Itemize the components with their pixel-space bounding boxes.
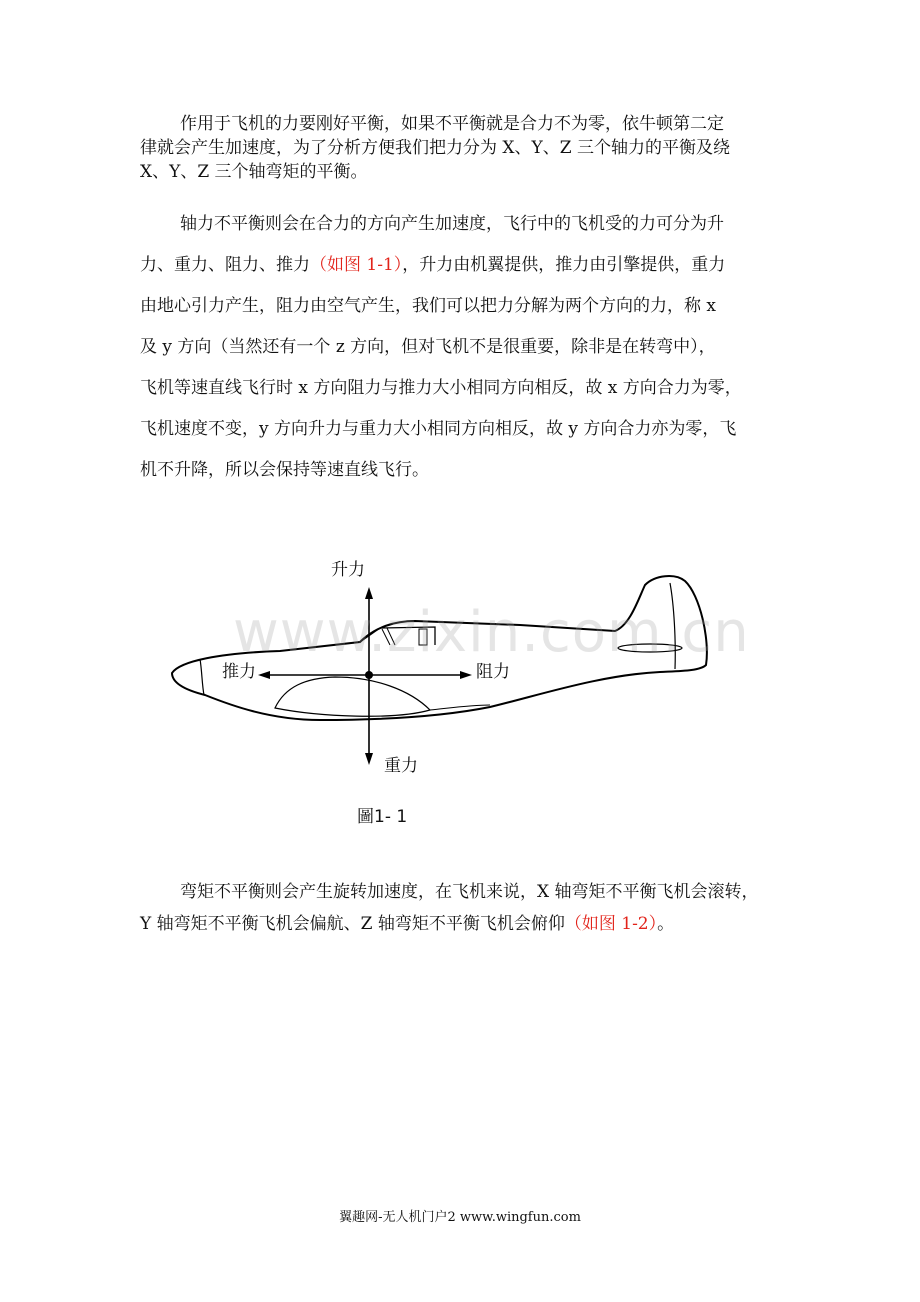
text-run: Y 轴弯矩不平衡飞机会偏航、Z 轴弯矩不平衡飞机会俯仰 xyxy=(140,914,565,934)
nose-panel-line xyxy=(200,659,204,695)
page-footer: 翼趣网-无人机门户2 www.wingfun.com xyxy=(339,1210,581,1225)
gravity-label: 重力 xyxy=(384,756,418,776)
paragraph-line: 飞机速度不变，y 方向升力与重力大小相同方向相反，故 y 方向合力亦为零，飞 xyxy=(140,419,737,439)
thrust-arrowhead xyxy=(258,671,270,679)
center-of-gravity xyxy=(365,671,373,679)
paragraph-line: 机不升降，所以会保持等速直线飞行。 xyxy=(140,460,429,480)
text-run: ，升力由机翼提供，推力由引擎提供，重力 xyxy=(402,255,726,275)
thrust-label: 推力 xyxy=(222,662,256,682)
paragraph-line: 由地心引力产生，阻力由空气产生，我们可以把力分解为两个方向的力，称 x xyxy=(140,296,716,316)
paragraph-line: 作用于飞机的力要刚好平衡，如果不平衡就是合力不为零，依牛顿第二定 xyxy=(180,114,724,134)
paragraph-line: 弯矩不平衡则会产生旋转加速度，在飞机来说，X 轴弯矩不平衡飞机会滚转， xyxy=(180,882,759,902)
lift-label: 升力 xyxy=(331,560,365,580)
paragraph-moment-balance xyxy=(140,876,780,940)
paragraph-force-balance xyxy=(140,112,780,184)
paragraph-axial-force xyxy=(140,204,780,491)
paragraph-line xyxy=(140,908,780,940)
drag-arrowhead xyxy=(460,671,472,679)
paragraph-line: 飞机等速直线飞行时 x 方向阻力与推力大小相同方向相反，故 x 方向合力为零， xyxy=(140,378,742,398)
figure-reference: （如图 1-2） xyxy=(564,914,658,934)
wing xyxy=(275,677,430,716)
drag-label: 阻力 xyxy=(476,662,510,682)
lift-arrowhead xyxy=(365,587,373,599)
text-run: 力、重力、阻力、推力 xyxy=(140,255,310,275)
paragraph-line: 律就会产生加速度，为了分析方便我们把力分为 X、Y、Z 三个轴力的平衡及绕 xyxy=(140,138,730,158)
figure-reference: （如图 1-1） xyxy=(310,255,403,275)
text-run: 。 xyxy=(657,914,675,934)
gravity-arrowhead xyxy=(365,753,373,765)
paragraph-line xyxy=(140,245,780,286)
paragraph-line: X、Y、Z 三个轴弯矩的平衡。 xyxy=(140,162,368,182)
watermark: www.zixin.com.cn xyxy=(233,600,750,665)
paragraph-line: 轴力不平衡则会在合力的方向产生加速度，飞行中的飞机受的力可分为升 xyxy=(180,214,724,234)
paragraph-line: 及 y 方向（当然还有一个 z 方向，但对飞机不是很重要，除非是在转弯中）， xyxy=(140,337,716,357)
airplane-force-figure xyxy=(160,545,720,785)
figure-caption: 圖1- 1 xyxy=(357,807,408,827)
